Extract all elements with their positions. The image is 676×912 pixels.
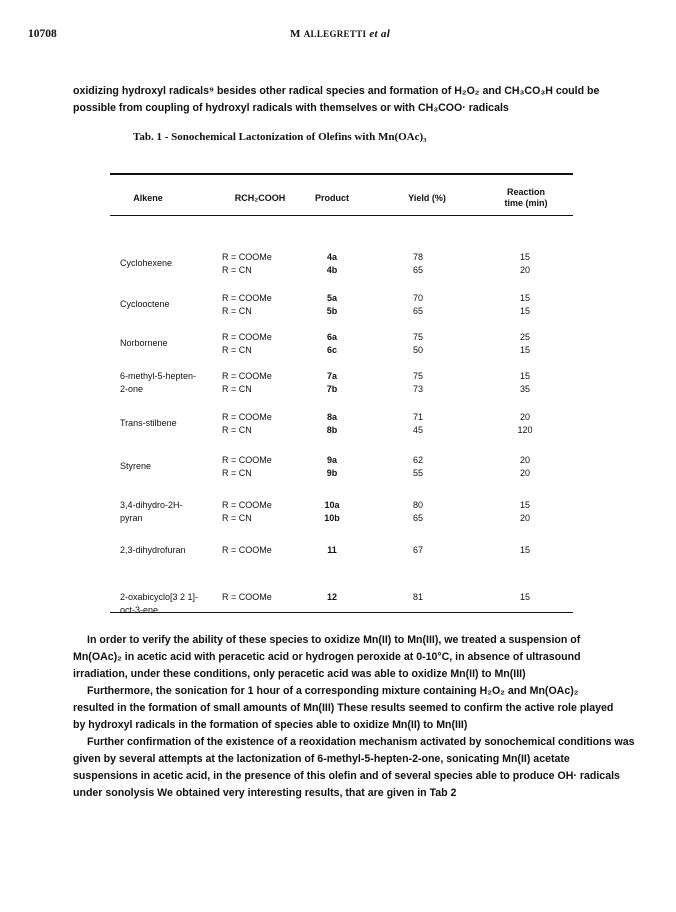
yield-cell-line: 80 [412, 500, 423, 510]
column-header-acid: RCH₂COOH [234, 193, 286, 203]
time-cell-line: 35 [519, 383, 530, 394]
body-line: irradiation, under these conditions, only peracetic acid was able to oxidize Mn(II) to Mn(III) [73, 668, 526, 680]
product-cell-line: 4a [326, 252, 337, 262]
time-cell-line: 15 [519, 371, 530, 381]
time-cell [505, 370, 545, 395]
yield-cell-line: 71 [412, 412, 423, 422]
table-header-rule [110, 215, 573, 216]
acid-cell-line: R = COOMe [222, 455, 272, 465]
table-top-rule [110, 173, 573, 175]
intro-line: oxidizing hydroxyl radicals⁹ besides other radical species and formation of H₂O₂ and CH₃CO₃H could be [73, 85, 600, 97]
time-cell [505, 331, 545, 356]
alkene-cell [120, 257, 220, 270]
acid-cell-line: R = COOMe [222, 252, 272, 262]
product-cell-line: 8b [326, 424, 338, 435]
body-line: Furthermore, the sonication for 1 hour of a corresponding mixture containing H₂O₂ and Mn(OAc)₂ [87, 685, 579, 697]
time-cell [505, 499, 545, 524]
acid-cell-line: R = COOMe [222, 371, 272, 381]
yield-cell-line: 75 [412, 332, 423, 342]
acid-cell-line: R = CN [222, 264, 252, 275]
alkene-cell-line: 3,4-dihydro-2H- [120, 500, 183, 510]
running-head-suffix: et al [366, 28, 391, 40]
yield-cell-line: 70 [412, 293, 423, 303]
time-cell [505, 292, 545, 317]
yield-cell-line: 65 [412, 264, 423, 275]
column-header-product: Product [314, 193, 349, 203]
time-cell-line: 20 [519, 467, 530, 478]
product-cell-line: 12 [326, 592, 337, 602]
yield-cell [398, 292, 438, 317]
time-cell-line: 25 [519, 332, 530, 342]
acid-cell-line: R = COOMe [222, 332, 272, 342]
body-line: resulted in the formation of small amounts of Mn(III) These results seemed to confirm the active role played [73, 702, 614, 714]
yield-cell [398, 499, 438, 524]
acid-cell [222, 499, 292, 524]
time-cell-line: 20 [519, 455, 530, 465]
yield-cell [398, 591, 438, 604]
product-cell-line: 6c [326, 344, 337, 355]
alkene-cell-line: Cyclooctene [120, 299, 170, 309]
yield-cell-line: 73 [412, 383, 423, 394]
yield-cell-line: 62 [412, 455, 423, 465]
body-line: by hydroxyl radicals in the formation of species able to oxidize Mn(II) to Mn(III) [73, 719, 468, 731]
product-cell [312, 251, 352, 276]
acid-cell-line: R = COOMe [222, 412, 272, 422]
product-cell-line: 5b [326, 305, 338, 316]
acid-cell-line: R = CN [222, 512, 252, 523]
body-line: suspensions in acetic acid, in the presence of this olefin and of several species able to produce OH· radicals [73, 770, 620, 782]
body-paragraph [73, 734, 635, 802]
product-cell [312, 454, 352, 479]
acid-cell [222, 370, 292, 395]
intro-paragraph [73, 83, 613, 117]
yield-cell-line: 45 [412, 424, 423, 435]
time-cell [505, 454, 545, 479]
product-cell [312, 544, 352, 557]
time-cell [505, 411, 545, 436]
alkene-cell-line: Norbornene [120, 338, 168, 348]
product-cell-line: 7a [326, 371, 337, 381]
body-line: under sonolysis We obtained very interesting results, that are given in Tab 2 [73, 787, 457, 799]
column-header-time-line1: Reaction [506, 187, 545, 197]
time-cell-line: 120 [517, 424, 533, 435]
acid-cell [222, 331, 292, 356]
alkene-cell [120, 460, 220, 473]
body-line: Further confirmation of the existence of a reoxidation mechanism activated by sonochemical conditions was [87, 736, 635, 748]
alkene-cell-line: 2-one [120, 383, 144, 394]
body-paragraph [73, 632, 613, 683]
product-cell [312, 411, 352, 436]
product-cell [312, 292, 352, 317]
product-cell [312, 331, 352, 356]
acid-cell [222, 251, 292, 276]
time-cell-line: 15 [519, 344, 530, 355]
table-title: Tab. 1 - Sonochemical Lactonization of Olefins with Mn(OAc)₃ [133, 131, 427, 143]
alkene-cell-line: Styrene [120, 461, 152, 471]
running-head-name: ALLEGRETTI [303, 29, 367, 39]
time-cell-line: 20 [519, 512, 530, 523]
time-cell [505, 251, 545, 276]
acid-cell-line: R = COOMe [222, 293, 272, 303]
column-header-alkene: Alkene [133, 193, 163, 203]
running-head-initial: M [290, 28, 301, 40]
alkene-cell [120, 544, 220, 557]
acid-cell-line: R = CN [222, 424, 252, 435]
body-line: In order to verify the ability of these species to oxidize Mn(II) to Mn(III), we treated a suspension of [87, 634, 581, 646]
alkene-cell [120, 591, 220, 616]
yield-cell-line: 75 [412, 371, 423, 381]
time-cell-line: 15 [519, 500, 530, 510]
yield-cell [398, 454, 438, 479]
product-cell-line: 10b [324, 512, 340, 523]
yield-cell [398, 331, 438, 356]
time-cell-line: 15 [519, 252, 530, 262]
time-cell [505, 591, 545, 604]
column-header-yield: Yield (%) [408, 193, 446, 203]
acid-cell [222, 411, 292, 436]
product-cell [312, 370, 352, 395]
product-cell-line: 10a [324, 500, 340, 510]
product-cell-line: 11 [327, 545, 337, 555]
product-cell-line: 9b [326, 467, 338, 478]
yield-cell-line: 65 [412, 305, 423, 316]
alkene-cell [120, 370, 220, 395]
alkene-cell-line: pyran [120, 512, 143, 523]
yield-cell-line: 50 [412, 344, 423, 355]
yield-cell-line: 81 [412, 592, 423, 602]
body-line: Mn(OAc)₂ in acetic acid with peracetic acid or hydrogen peroxide at 0-10°C, in absence of ultrasound [73, 651, 581, 663]
body-text [73, 632, 635, 802]
acid-cell-line: R = COOMe [222, 545, 272, 555]
alkene-cell-line: 2,3-dihydrofuran [120, 545, 186, 555]
product-cell-line: 9a [326, 455, 337, 465]
product-cell-line: 7b [326, 383, 338, 394]
body-paragraph [73, 683, 613, 734]
acid-cell [222, 591, 292, 604]
alkene-cell-line: Trans-stilbene [120, 418, 177, 428]
yield-cell-line: 78 [412, 252, 423, 262]
intro-line: possible from coupling of hydroxyl radicals with themselves or with CH₃COO· radicals [73, 102, 509, 114]
alkene-cell [120, 337, 220, 350]
product-cell-line: 8a [326, 412, 337, 422]
alkene-cell-line: oct-3-ene [120, 604, 159, 615]
time-cell-line: 15 [519, 592, 530, 602]
alkene-cell [120, 499, 220, 524]
yield-cell [398, 544, 438, 557]
acid-cell [222, 544, 292, 557]
acid-cell-line: R = CN [222, 305, 252, 316]
time-cell-line: 15 [519, 293, 530, 303]
acid-cell [222, 292, 292, 317]
acid-cell [222, 454, 292, 479]
product-cell [312, 499, 352, 524]
product-cell [312, 591, 352, 604]
acid-cell-line: R = COOMe [222, 500, 272, 510]
yield-cell [398, 370, 438, 395]
yield-cell [398, 251, 438, 276]
product-cell-line: 5a [326, 293, 337, 303]
time-cell-line: 15 [519, 545, 530, 555]
product-cell-line: 4b [326, 264, 338, 275]
yield-cell [398, 411, 438, 436]
acid-cell-line: R = CN [222, 467, 252, 478]
alkene-cell-line: Cyclohexene [120, 258, 173, 268]
alkene-cell [120, 417, 220, 430]
time-cell-line: 15 [519, 305, 530, 316]
body-line: given by several attempts at the lactonization of 6-methyl-5-hepten-2-one, sonicating Mn(II) acetate [73, 753, 570, 765]
time-cell [505, 544, 545, 557]
yield-cell-line: 65 [412, 512, 423, 523]
product-cell-line: 6a [326, 332, 337, 342]
column-header-time [490, 187, 562, 209]
acid-cell-line: R = CN [222, 383, 252, 394]
yield-cell-line: 55 [412, 467, 423, 478]
alkene-cell-line: 2-oxabicyclo[3 2 1]- [120, 592, 199, 602]
acid-cell-line: R = CN [222, 344, 252, 355]
time-cell-line: 20 [519, 264, 530, 275]
yield-cell-line: 67 [412, 545, 423, 555]
page-number: 10708 [28, 28, 57, 40]
alkene-cell-line: 6-methyl-5-hepten- [120, 371, 197, 381]
column-header-time-line2: time (min) [504, 198, 548, 208]
acid-cell-line: R = COOMe [222, 592, 272, 602]
time-cell-line: 20 [519, 412, 530, 422]
alkene-cell [120, 298, 220, 311]
running-head [290, 28, 390, 40]
